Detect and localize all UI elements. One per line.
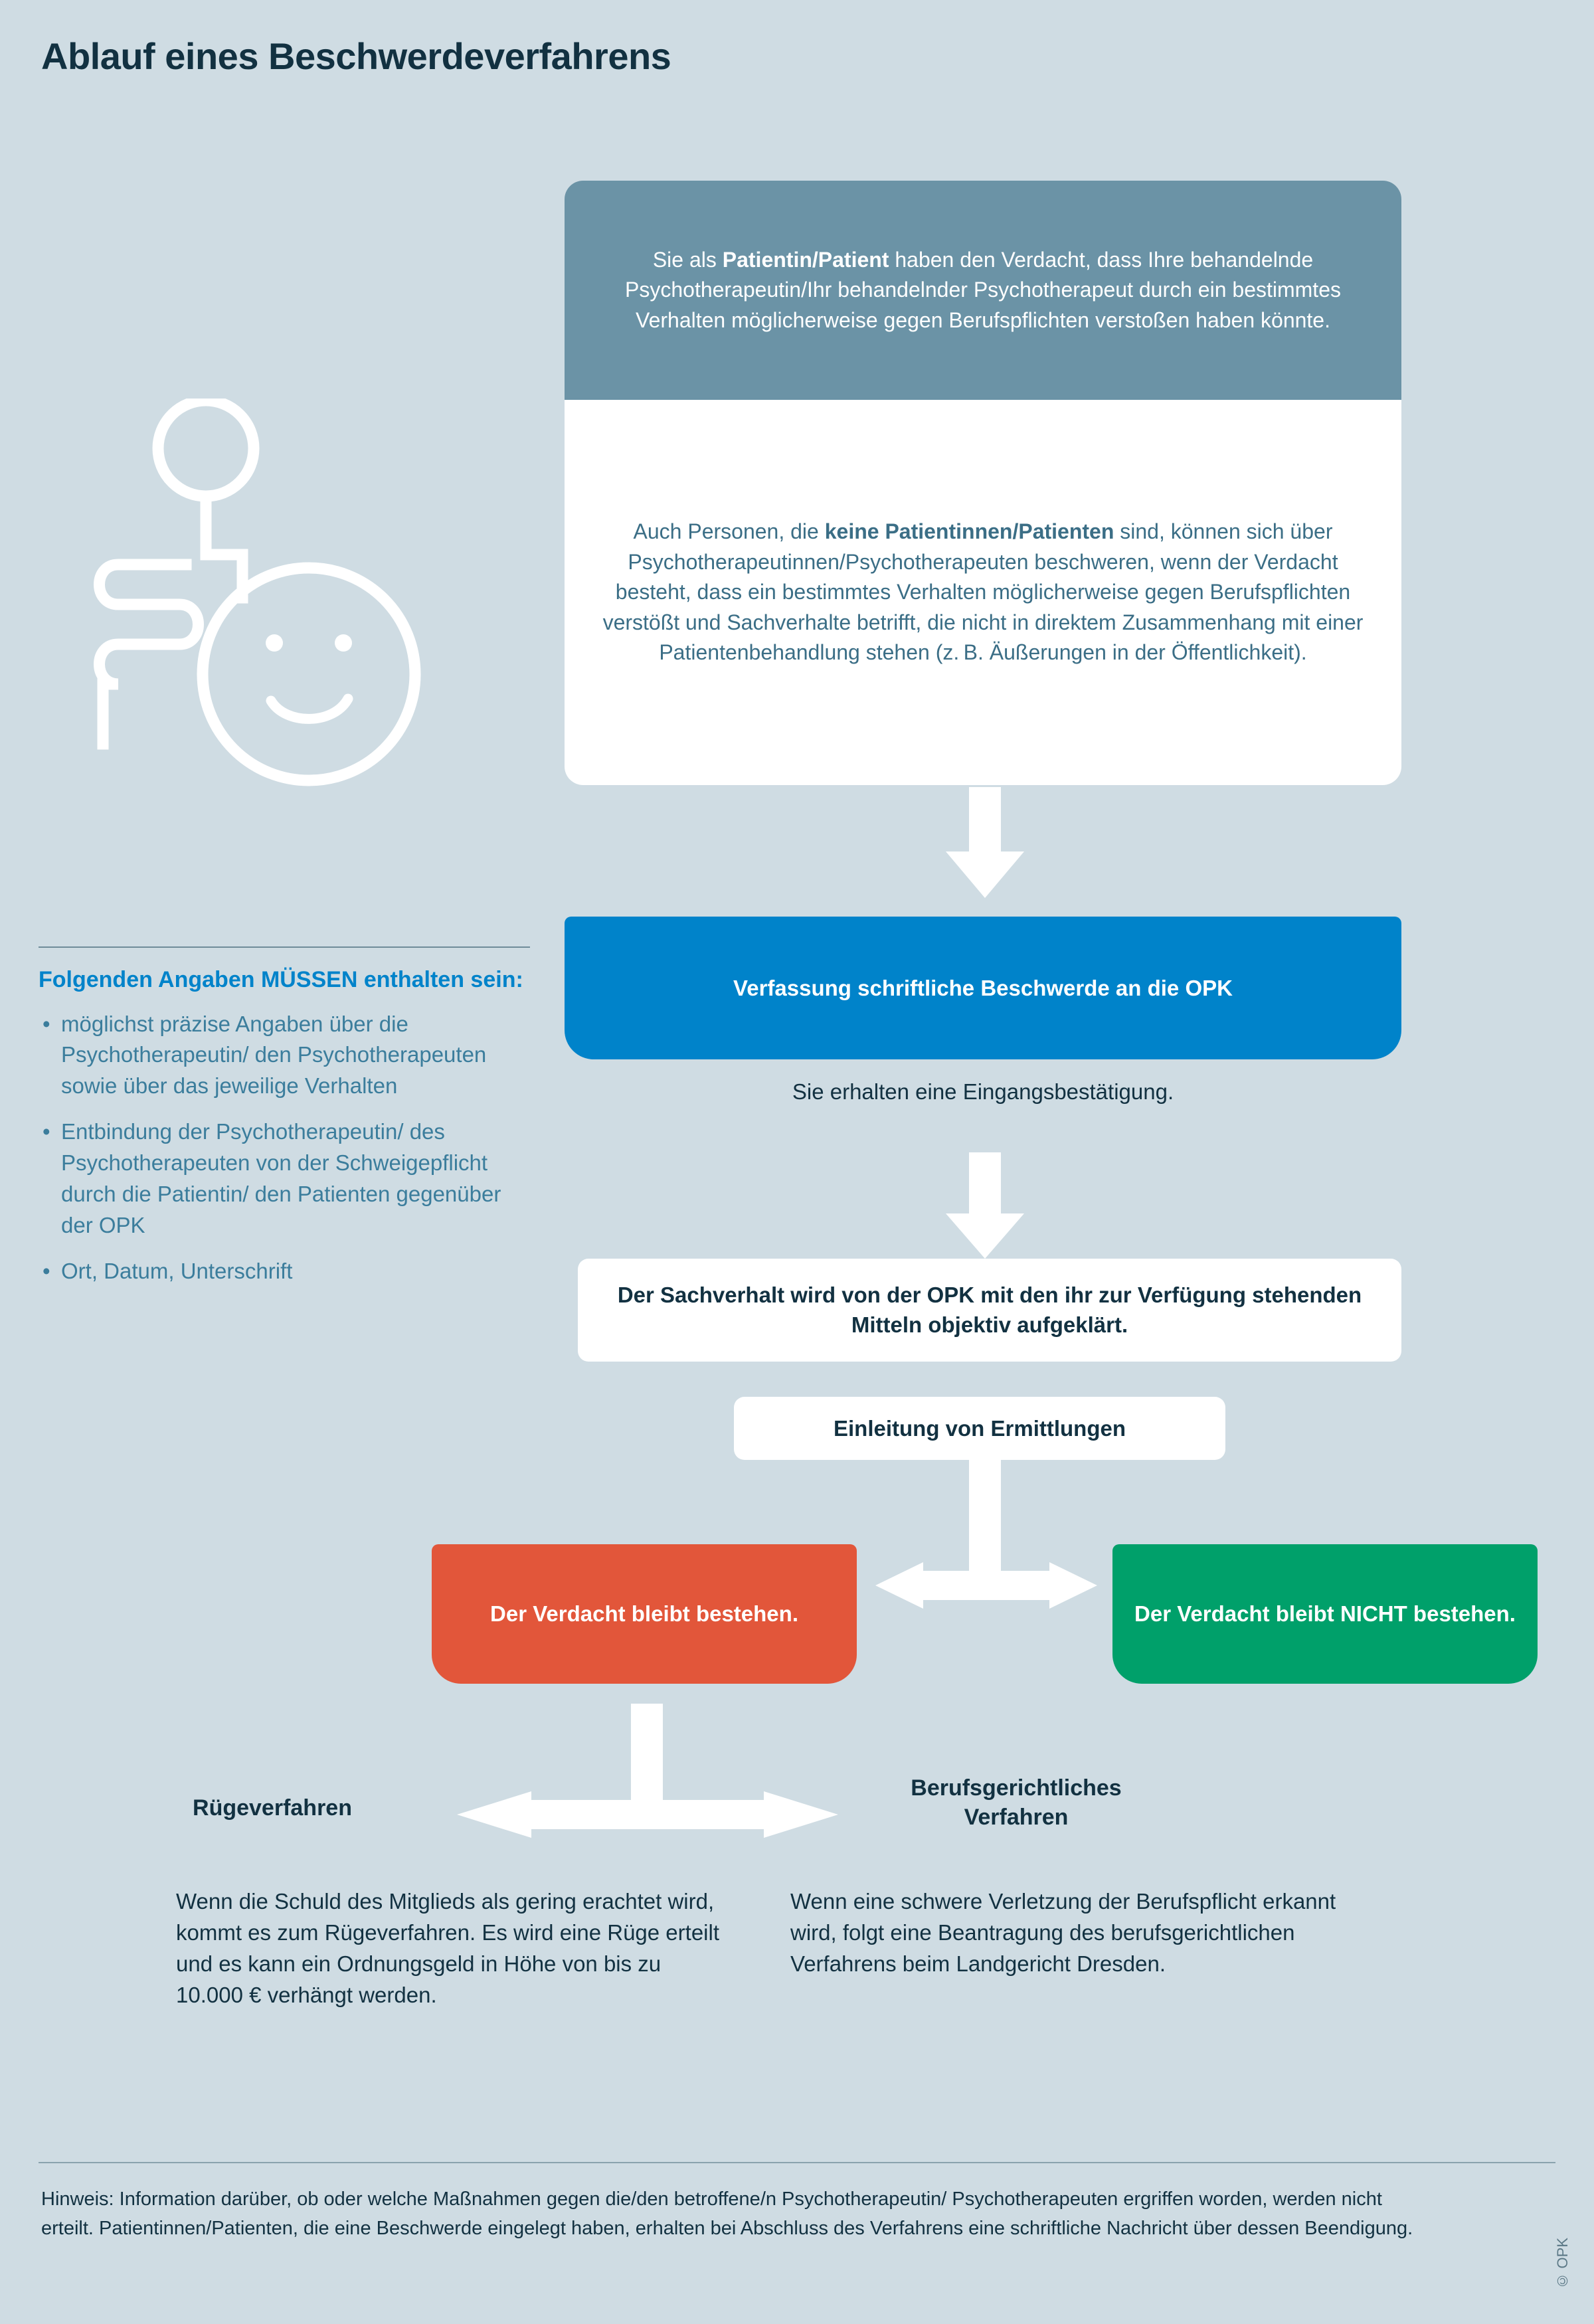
requirements-heading: Folgenden Angaben MÜSSEN enthalten sein: bbox=[39, 967, 523, 992]
footer-note: Hinweis: Information darüber, ob oder welche Maßnahmen gegen die/den betroffene/n Psychotherapeutin/ Psychotherapeuten ergriffen worden, werden nicht erteilt. Patientinnen/Patienten, die eine Beschwerde eingelegt haben, erhalten bei Abschluss des Verfahrens eine schriftliche Nachricht über dessen Beendigung. bbox=[41, 2189, 1413, 2239]
requirements-divider bbox=[39, 946, 530, 948]
outcome-text-ruege: Wenn die Schuld des Mitglieds als gering erachtet wird, kommt es zum Rügeverfahren. Es wird eine Rüge erteilt und es kann ein Ordnungsgeld in Höhe von bis zu 10.000 € verhängt werden. bbox=[176, 1889, 720, 2007]
flow-box-written-complaint bbox=[565, 917, 1401, 1059]
initiation-label: Einleitung von Ermittlungen bbox=[834, 1415, 1126, 1441]
outcome-heading-berufsgericht: Berufsgerichtliches Verfahren bbox=[911, 1775, 1122, 1831]
suspicion-remains-label: Der Verdacht bleibt bestehen. bbox=[490, 1601, 798, 1626]
outcome-text-berufsgericht: Wenn eine schwere Verletzung der Berufspflicht erkannt wird, folgt eine Beantragung des berufsgerichtlichen Verfahrens beim Landgericht Dresden. bbox=[790, 1889, 1336, 1976]
nonpatient-bold: keine Patientinnen/Patienten bbox=[824, 519, 1114, 544]
requirements-block bbox=[39, 946, 530, 1301]
flow-box-suspicion-not-remains bbox=[1112, 1544, 1538, 1684]
patient-text-2: haben den Verdacht, dass Ihre behandelnde Psychotherapeutin/Ihr behandelnder Psychotherapeut durch ein bestimmtes Verhalten möglicherweise gegen Berufspflichten verstoßen haben könnte. bbox=[625, 247, 1341, 332]
page-title: Ablauf eines Beschwerdeverfahrens bbox=[41, 35, 671, 77]
flow-box-investigation bbox=[578, 1259, 1401, 1362]
written-complaint-label: Verfassung schriftliche Beschwerde an die OPK bbox=[733, 975, 1233, 1000]
flow-box-suspicion-remains bbox=[432, 1544, 857, 1684]
requirements-list bbox=[39, 1009, 530, 1287]
footer-divider bbox=[39, 2162, 1555, 2163]
list-item: • möglichst präzise Angaben über die Psychotherapeutin/ den Psychotherapeuten sowie über das jeweilige Verhalten bbox=[39, 1009, 530, 1103]
nonpatient-text-2: sind, können sich über Psychotherapeutinnen/Psychotherapeuten beschweren, wenn der Verdacht besteht, dass ein bestimmtes Verhalten möglicherweise gegen Berufspflichten verstößt und Sachverhalte betrifft, die nicht in direktem Zusammenhang mit einer Patientenbehandlung stehen (z. B. Äußerungen in der Öffentlichkeit). bbox=[602, 519, 1364, 665]
person-with-speech-icon bbox=[80, 399, 511, 863]
investigation-label: Der Sachverhalt wird von der OPK mit den ihr zur Verfügung stehenden Mitteln objektiv aufgeklärt. bbox=[617, 1282, 1362, 1337]
list-item: • Ort, Datum, Unterschrift bbox=[39, 1256, 530, 1287]
flow-box-nonpatient-complaint bbox=[565, 400, 1401, 785]
flow-box-initiation bbox=[734, 1397, 1225, 1460]
patient-text-1: Sie als bbox=[652, 247, 723, 272]
list-item: • Entbindung der Psychotherapeutin/ des Psychotherapeuten von der Schweigepflicht durch die Patientin/ den Patienten gegenüber der OPK bbox=[39, 1117, 530, 1241]
confirmation-text: Sie erhalten eine Eingangsbestätigung. bbox=[792, 1079, 1174, 1104]
flow-box-patient-suspicion bbox=[565, 181, 1401, 400]
patient-bold: Patientin/Patient bbox=[722, 247, 889, 272]
copyright-label: © OPK bbox=[1554, 2238, 1571, 2289]
outcome-heading-ruege: Rügeverfahren bbox=[193, 1795, 352, 1821]
suspicion-not-remains-label: Der Verdacht bleibt NICHT bestehen. bbox=[1134, 1601, 1516, 1626]
nonpatient-text-1: Auch Personen, die bbox=[633, 519, 825, 544]
